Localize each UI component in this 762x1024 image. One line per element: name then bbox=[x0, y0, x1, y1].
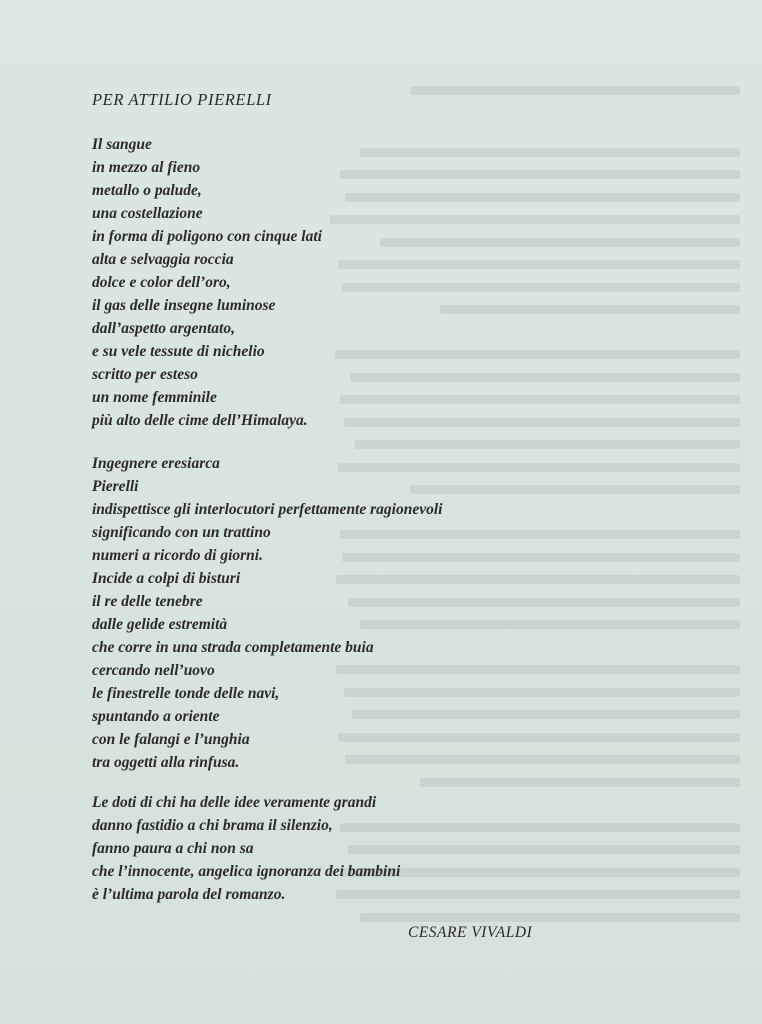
poem-line: dalle gelide estremità bbox=[92, 616, 228, 633]
poem-line: Pierelli bbox=[92, 478, 139, 495]
show-through-line bbox=[330, 143, 740, 166]
show-through-line bbox=[330, 300, 740, 323]
poem-line: Incide a colpi di bisturi bbox=[92, 570, 241, 587]
stanza-2 bbox=[92, 452, 442, 774]
poem-line: metallo o palude, bbox=[92, 182, 202, 199]
show-through-line bbox=[330, 413, 740, 436]
poem-line: Le doti di chi ha delle idee veramente grandi bbox=[92, 794, 377, 811]
poem-title: PER ATTILIO PIERELLI bbox=[92, 90, 272, 109]
show-through-line bbox=[330, 908, 740, 931]
poem-line: scritto per esteso bbox=[92, 366, 198, 383]
poem-line: dall’aspetto argentato, bbox=[92, 320, 235, 337]
poem-line: dolce e color dell’oro, bbox=[92, 274, 231, 291]
stanza-3 bbox=[92, 791, 400, 906]
poem-line: in forma di poligono con cinque lati bbox=[92, 228, 322, 245]
poem-line: Il sangue bbox=[92, 136, 152, 153]
show-through-line bbox=[330, 390, 740, 413]
poem-line: fanno paura a chi non sa bbox=[92, 840, 254, 857]
poem-line: e su vele tessute di nichelio bbox=[92, 343, 265, 360]
show-through-line bbox=[330, 930, 740, 940]
show-through-line bbox=[330, 210, 740, 233]
show-through-line bbox=[330, 368, 740, 391]
poem-line: un nome femminile bbox=[92, 389, 217, 406]
poem-line: tra oggetti alla rinfusa. bbox=[92, 754, 240, 771]
poem-line: il gas delle insegne luminose bbox=[92, 297, 276, 314]
poem-line: alta e selvaggia roccia bbox=[92, 251, 234, 268]
poem-line: è l’ultima parola del romanzo. bbox=[92, 886, 286, 903]
show-through-line bbox=[330, 165, 740, 188]
poem-line: danno fastidio a chi brama il silenzio, bbox=[92, 817, 333, 834]
poem-line: il re delle tenebre bbox=[92, 593, 203, 610]
poem-line: cercando nell’uovo bbox=[92, 662, 215, 679]
show-through-line bbox=[330, 233, 740, 256]
author-signature: CESARE VIVALDI bbox=[408, 924, 533, 941]
show-through-line bbox=[330, 278, 740, 301]
poem-line: una costellazione bbox=[92, 205, 203, 222]
stanza-1 bbox=[92, 133, 322, 432]
poem-line: Ingegnere eresiarca bbox=[92, 455, 220, 472]
poem-line: più alto delle cime dell’Himalaya. bbox=[92, 412, 308, 429]
poem-line: con le falangi e l’unghia bbox=[92, 731, 250, 748]
show-through-line bbox=[330, 323, 740, 346]
poem-line: in mezzo al fieno bbox=[92, 159, 201, 176]
poem-line: significando con un trattino bbox=[92, 524, 271, 541]
poem-line: che l’innocente, angelica ignoranza dei bambini bbox=[92, 863, 401, 880]
poem-line: numeri a ricordo di giorni. bbox=[92, 547, 263, 564]
poem-line: spuntando a oriente bbox=[92, 708, 220, 725]
show-through-line bbox=[330, 255, 740, 278]
poem-line: le finestrelle tonde delle navi, bbox=[92, 685, 280, 702]
poem-line: indispettisce gli interlocutori perfettamente ragionevoli bbox=[92, 501, 443, 518]
show-through-line bbox=[330, 188, 740, 211]
poem-line: che corre in una strada completamente buia bbox=[92, 639, 374, 656]
show-through-line bbox=[330, 345, 740, 368]
